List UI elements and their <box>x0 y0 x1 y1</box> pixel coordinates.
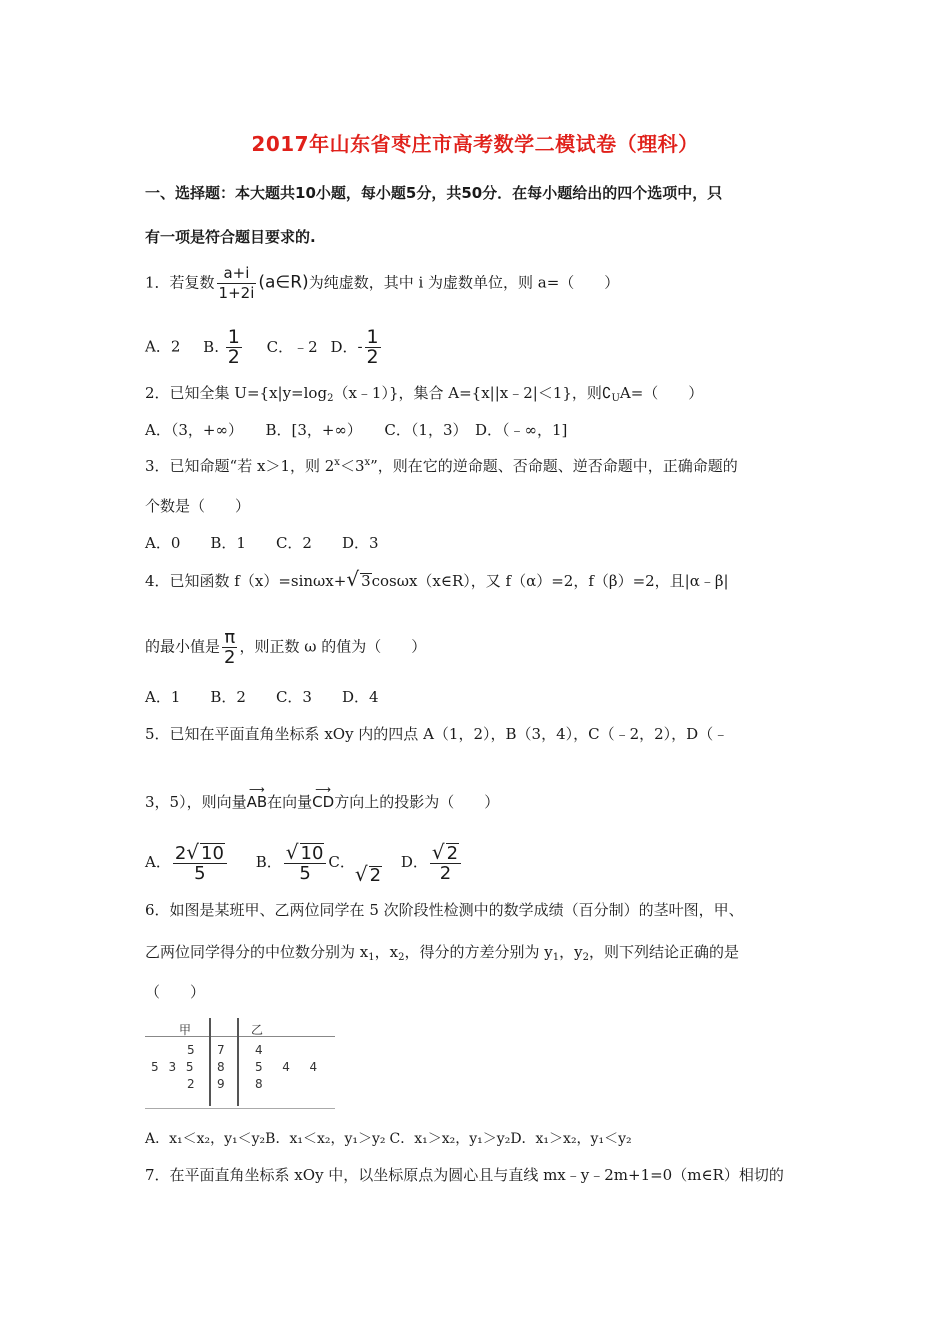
q5-option-c-radicand: 2 <box>369 865 382 886</box>
plot-stem: 9 <box>217 1077 225 1091</box>
q6-line-2 <box>145 945 739 963</box>
question-7: 7．在平面直角坐标系 xOy 中，以坐标原点为圆心且与直线 mx﹣y﹣2m+1=0（m∈R）相切的 <box>145 1166 784 1184</box>
stem-leaf-plot <box>145 1018 335 1110</box>
plot-right-leaves: 5 4 4 <box>255 1060 318 1074</box>
q3-exp-2: x <box>364 457 371 468</box>
plot-left-leaves: 5 <box>187 1043 195 1057</box>
plot-header-left: 甲 <box>179 1023 192 1037</box>
q2-text-3: A=（ ） <box>619 384 704 402</box>
q5-text-3: 方向上的投影为（ ） <box>334 793 500 811</box>
section-heading-line2: 有一项是符合题目要求的. <box>145 228 316 246</box>
q6-text-5: ，则下列结论正确的是 <box>588 943 739 961</box>
q5-option-d-den: 2 <box>439 863 452 884</box>
q5-vector-cd-label: CD <box>312 793 335 811</box>
q1-option-d-label: D． <box>330 337 358 356</box>
q3-exp-1: x <box>334 457 340 468</box>
q2-text-1: 2．已知全集 U={x|y=log <box>145 384 328 402</box>
section-heading-line1: 一、选择题：本大题共10小题，每小题5分，共50分．在每小题给出的四个选项中，只 <box>145 184 723 202</box>
q5-option-d-radicand: 2 <box>446 843 459 864</box>
question-6: 6．如图是某班甲、乙两位同学在 5 次阶段性检测中的数学成绩（百分制）的茎叶图，甲、 <box>145 901 744 919</box>
q4-text-2: cosωx（x∈R），又 f（α）=2，f（β）=2，且|α﹣β| <box>371 572 729 590</box>
q5-option-a-den: 5 <box>194 863 206 884</box>
q1-prefix: 1．若复数 <box>145 273 215 292</box>
q4-fraction-num: π <box>222 628 237 648</box>
q1-option-d-den: 2 <box>366 346 379 368</box>
sqrt-icon: √ <box>186 840 200 864</box>
q5-option-b-label: B． <box>255 853 282 871</box>
q1-options <box>145 328 383 367</box>
q6-options <box>145 1132 632 1146</box>
sqrt-icon: √ <box>354 862 368 886</box>
vector-arrow-icon: ⟶ <box>248 783 265 796</box>
q5-options <box>145 840 463 886</box>
q6-sub-2: 2 <box>398 952 405 963</box>
q6-option-c: C．x₁＞x₂，y₁＞y₂ <box>389 1131 511 1147</box>
q1-fraction-num: a+i <box>217 264 257 284</box>
q5-option-a-coef: 2 <box>174 843 187 864</box>
q4-radicand: 3 <box>361 572 371 590</box>
sqrt-icon: √ <box>431 840 445 864</box>
q5-vector-ab <box>246 783 268 811</box>
q1-option-c: C．﹣2 <box>266 337 318 356</box>
q1-fraction-den: 1+2i <box>218 284 255 302</box>
q3-text-1: 3．已知命题“若 x＞1，则 2 <box>145 457 335 475</box>
q5-option-a-radicand: 10 <box>201 843 224 864</box>
q6-text-4: ，y <box>559 943 583 961</box>
q6-text-3: ，得分的方差分别为 y <box>404 943 553 961</box>
q5-option-d-fraction <box>430 840 461 884</box>
q3-text-2: ＜3 <box>339 457 365 475</box>
plot-bottom-rule <box>145 1108 335 1109</box>
q6-sub-4: 2 <box>582 952 589 963</box>
q2-text-2: （x﹣1）}，集合 A={x||x﹣2|＜1}，则∁ <box>333 384 612 402</box>
plot-divider-left <box>209 1018 211 1106</box>
q4-fraction-den: 2 <box>224 647 236 668</box>
q4-line-2 <box>145 628 426 667</box>
plot-right-leaves: 4 <box>255 1043 263 1057</box>
plot-stem: 8 <box>217 1060 225 1074</box>
plot-header-rule <box>145 1036 335 1037</box>
q5-text-2: 在向量 <box>267 793 313 811</box>
plot-stem: 7 <box>217 1043 225 1057</box>
q1-fraction <box>217 264 257 303</box>
q4-fraction <box>222 628 237 667</box>
q1-option-b-den: 2 <box>227 346 240 368</box>
q5-option-b-fraction <box>284 840 327 884</box>
q2-log-base: 2 <box>327 393 334 404</box>
q4-options: A．1 B．2 C．3 D．4 <box>145 688 379 706</box>
q4-text-4: ，则正数 ω 的值为（ ） <box>239 637 427 656</box>
q1-option-b-label: B. <box>203 337 219 356</box>
question-3 <box>145 458 738 474</box>
q5-text-1: 3，5），则向量 <box>145 793 247 811</box>
q1-option-b-fraction <box>226 328 242 367</box>
q5-option-b-den: 5 <box>299 863 311 884</box>
q6-sub-1: 1 <box>368 952 375 963</box>
q5-option-d-label: D． <box>400 853 428 871</box>
q5-vector-cd <box>312 783 335 811</box>
q1-option-d-sign: - <box>357 337 363 356</box>
q6-text-1: 乙两位同学得分的中位数分别为 x <box>145 943 369 961</box>
q5-vector-ab-label: AB <box>246 793 268 811</box>
q5-option-a-label: A． <box>145 853 171 871</box>
q6-option-b: B．x₁＜x₂，y₁＞y₂ <box>265 1131 386 1147</box>
q1-option-b-num: 1 <box>227 326 240 348</box>
q3-options: A．0 B．1 C．2 D．3 <box>145 534 379 552</box>
question-2 <box>145 386 703 404</box>
page-title: 2017年山东省枣庄市高考数学二模试卷（理科） <box>251 132 699 156</box>
vector-arrow-icon: ⟶ <box>315 783 332 796</box>
q1-option-d-num: 1 <box>366 326 379 348</box>
q4-text-3: 的最小值是 <box>145 637 221 656</box>
q6-option-d: D．x₁＞x₂，y₁＜y₂ <box>510 1131 632 1147</box>
question-5: 5．已知在平面直角坐标系 xOy 内的四点 A（1，2），B（3，4），C（﹣2，2），D（﹣ <box>145 725 729 743</box>
q1-condition: (a∈R) <box>258 272 309 293</box>
q2-complement-sub: U <box>611 393 620 404</box>
sqrt-icon: √ <box>346 567 360 591</box>
q3-line-2: 个数是（ ） <box>145 497 251 515</box>
q5-option-a-fraction <box>173 840 227 884</box>
sqrt-icon: √ <box>285 840 299 864</box>
q1-option-d-fraction <box>365 328 381 367</box>
q1-option-a: A．2 <box>145 337 181 356</box>
q6-text-2: ，x <box>374 943 399 961</box>
q5-option-b-radicand: 10 <box>300 843 324 864</box>
q1-suffix: 为纯虚数，其中 i 为虚数单位，则 a=（ ） <box>308 273 620 292</box>
q5-option-c-label: C． <box>328 853 355 871</box>
q2-options: A．（3，+∞） B．[3，+∞） C．（1，3） D．（﹣∞，1] <box>145 421 568 439</box>
question-4 <box>145 569 729 589</box>
q6-sub-3: 1 <box>552 952 560 963</box>
q3-text-3: ”，则在它的逆命题、否命题、逆否命题中，正确命题的 <box>370 457 738 475</box>
q6-line-3: （ ） <box>145 983 206 1001</box>
plot-right-leaves: 8 <box>255 1077 263 1091</box>
plot-left-leaves: 5 3 5 <box>151 1060 194 1074</box>
question-1 <box>145 264 619 303</box>
q6-option-a: A．x₁＜x₂，y₁＜y₂ <box>145 1131 266 1147</box>
plot-divider-right <box>237 1018 239 1106</box>
plot-left-leaves: 2 <box>187 1077 195 1091</box>
q5-line-2 <box>145 783 500 811</box>
q4-text-1: 4．已知函数 f（x）=sinωx+ <box>145 572 347 590</box>
plot-header-right: 乙 <box>251 1023 264 1037</box>
